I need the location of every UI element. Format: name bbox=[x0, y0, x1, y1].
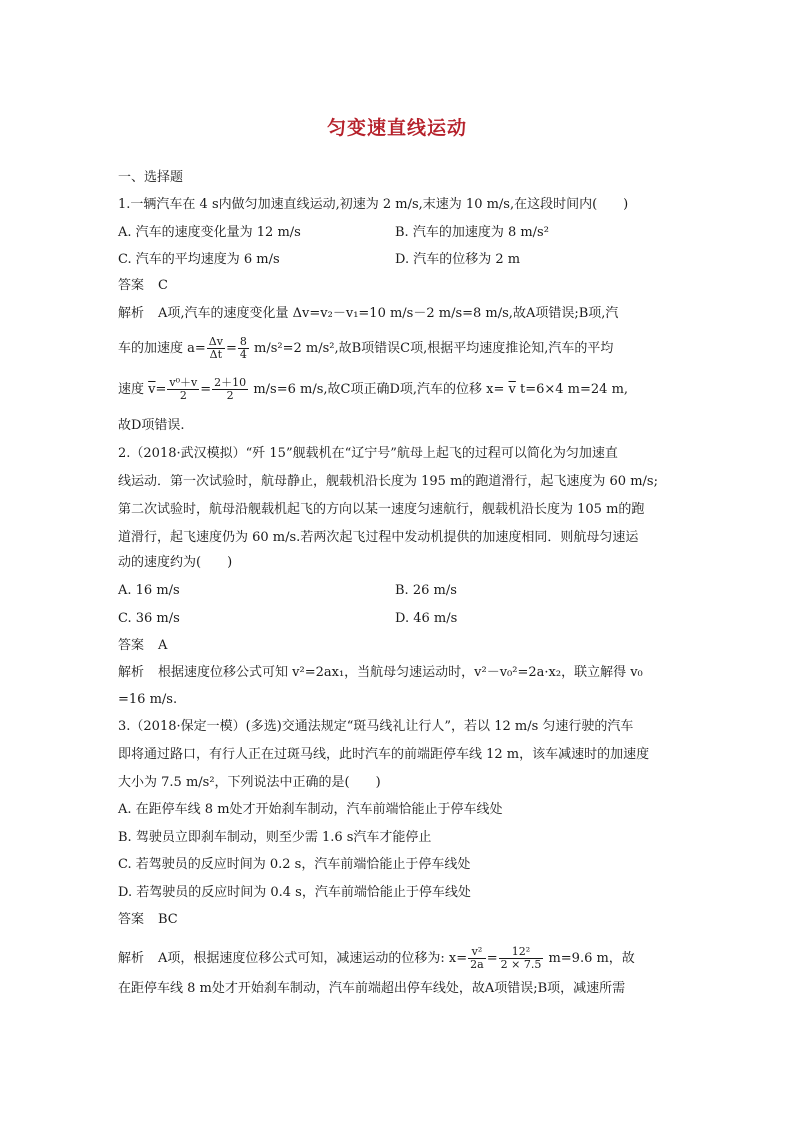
answer-label: 答案 bbox=[118, 912, 145, 927]
denominator: 4 bbox=[239, 348, 247, 361]
fraction bbox=[167, 377, 199, 402]
fraction bbox=[207, 336, 225, 361]
q2-option-d: D. 46 m/s bbox=[395, 611, 458, 626]
q1-explanation-line-4: 故D项错误. bbox=[118, 418, 185, 433]
q2-option-b: B. 26 m/s bbox=[395, 583, 457, 598]
question-2-line-5: 动的速度约为( ) bbox=[118, 555, 233, 570]
denominator: 2a bbox=[470, 958, 484, 971]
question-3-line-2: 即将通过路口，有行人正在过斑马线，此时汽车的前端距停车线 12 m，该车减速时的加速度 bbox=[118, 747, 650, 762]
q2-explanation-line-2: =16 m/s. bbox=[118, 692, 178, 707]
explanation-text: A项，根据速度位移公式可知，减速运动的位移为: x= bbox=[158, 951, 468, 966]
q1-option-d: D. 汽车的位移为 2 m bbox=[395, 252, 521, 267]
question-2-line-2: 线运动．第一次试验时，航母静止，舰载机沿长度为 195 m的跑道滑行，起飞速度为 60 m/s; bbox=[118, 474, 658, 489]
numerator: v² bbox=[468, 946, 486, 959]
q1-option-b: B. 汽车的加速度为 8 m/s² bbox=[395, 225, 549, 240]
section-heading: 一、选择题 bbox=[118, 170, 184, 185]
explanation-text: 速度 bbox=[118, 382, 145, 397]
equals-sign: = bbox=[200, 382, 212, 397]
q1-explanation-line-3 bbox=[118, 377, 628, 402]
explanation-text: m=9.6 m，故 bbox=[548, 951, 635, 966]
denominator: 2 × 7.5 bbox=[500, 958, 542, 971]
answer-value: A bbox=[158, 638, 168, 653]
page-title: 匀变速直线运动 bbox=[326, 117, 467, 139]
q3-explanation-line-1: 解析 A项，根据速度位移公式可知，减速运动的位移为: x= $\frac{\text{v²}}{2a}$ = $\frac{\text{12²}}{2 \times 7.5}$ m=9.6 m，故 bbox=[118, 945, 635, 971]
explanation-text: 车的加速度 a= bbox=[118, 341, 206, 356]
equals-sign: = bbox=[225, 341, 237, 356]
q1-option-c: C. 汽车的平均速度为 6 m/s bbox=[118, 252, 280, 267]
explanation-label: 解析 bbox=[118, 306, 145, 321]
q1-answer bbox=[118, 278, 168, 294]
q2-option-c: C. 36 m/s bbox=[118, 611, 180, 626]
answer-value: BC bbox=[158, 912, 178, 927]
q1-explanation-line-2 bbox=[118, 336, 613, 361]
q3-option-b: B. 驾驶员立即刹车制动，则至少需 1.6 s汽车才能停止 bbox=[118, 830, 432, 845]
explanation-label: 解析 bbox=[118, 665, 145, 680]
denominator: 2 bbox=[179, 389, 187, 402]
q1-option-a: A. 汽车的速度变化量为 12 m/s bbox=[118, 225, 301, 240]
q3-explanation-line-2: 在距停车线 8 m处才开始刹车制动，汽车前端超出停车线处，故A项错误;B项，减速所需 bbox=[118, 981, 626, 996]
question-3-line-1: 3.（2018·保定一模）(多选)交通法规定“斑马线礼让行人”，若以 12 m/s 匀速行驶的汽车 bbox=[118, 719, 634, 734]
question-2-line-1: 2.（2018·武汉模拟）“歼 15”舰载机在“辽宁号”航母上起飞的过程可以简化为匀加速直 bbox=[118, 446, 618, 461]
question-2-line-4: 道滑行，起飞速度仍为 60 m/s.若两次起飞过程中发动机提供的加速度相同．则航母匀速运 bbox=[118, 530, 639, 545]
q3-option-d: D. 若驾驶员的反应时间为 0.4 s，汽车前端恰能止于停车线处 bbox=[118, 885, 471, 900]
average-velocity-symbol: $\overline{v}$ bbox=[148, 382, 156, 397]
fraction bbox=[468, 946, 486, 971]
q2-explanation-line-1 bbox=[118, 665, 643, 681]
question-3-line-3: 大小为 7.5 m/s²，下列说法中正确的是( ) bbox=[118, 775, 381, 790]
question-2-line-3: 第二次试验时，航母沿舰载机起飞的方向以某一速度匀速航行，舰载机沿长度为 105 m的跑 bbox=[118, 502, 645, 517]
q1-explanation-line-1 bbox=[118, 306, 618, 322]
q2-option-a: A. 16 m/s bbox=[118, 583, 180, 598]
q2-answer bbox=[118, 638, 167, 654]
denominator: Δt bbox=[209, 348, 223, 361]
numerator: 2＋10 bbox=[214, 376, 247, 389]
numerator: v⁰＋v bbox=[169, 376, 198, 389]
answer-label: 答案 bbox=[118, 278, 145, 293]
fraction bbox=[238, 336, 249, 361]
explanation-label: 解析 bbox=[118, 951, 145, 966]
explanation-text: m/s²=2 m/s²,故B项错误C项,根据平均速度推论知,汽车的平均 bbox=[254, 341, 614, 356]
numerator: 8 bbox=[239, 335, 247, 348]
denominator: 2 bbox=[226, 389, 234, 402]
explanation-text: A项,汽车的速度变化量 Δv=v₂－v₁=10 m/s－2 m/s=8 m/s,故A项错误;B项,汽 bbox=[158, 306, 619, 321]
q3-option-c: C. 若驾驶员的反应时间为 0.2 s，汽车前端恰能止于停车线处 bbox=[118, 857, 471, 872]
fraction bbox=[499, 946, 544, 971]
answer-value: C bbox=[158, 278, 168, 293]
q3-answer bbox=[118, 912, 178, 928]
numerator: 12² bbox=[499, 946, 544, 959]
answer-label: 答案 bbox=[118, 638, 145, 653]
explanation-text: t=6×4 m=24 m, bbox=[520, 382, 629, 397]
average-velocity-symbol: $\overline{v}$ bbox=[508, 382, 516, 397]
question-1-stem: 1.一辆汽车在 4 s内做匀加速直线运动,初速为 2 m/s,末速为 10 m/s,在这段时间内( ) bbox=[118, 197, 629, 212]
explanation-text: 根据速度位移公式可知 v²=2ax₁，当航母匀速运动时，v²－v₀²=2a·x₂，联立解得 v₀ bbox=[158, 665, 643, 680]
explanation-text: m/s=6 m/s,故C项正确D项,汽车的位移 x= bbox=[253, 382, 505, 397]
equals-sign: = bbox=[155, 382, 167, 397]
numerator: Δv bbox=[208, 335, 223, 348]
q3-option-a: A. 在距停车线 8 m处才开始刹车制动，汽车前端恰能止于停车线处 bbox=[118, 802, 503, 817]
fraction bbox=[212, 377, 248, 402]
